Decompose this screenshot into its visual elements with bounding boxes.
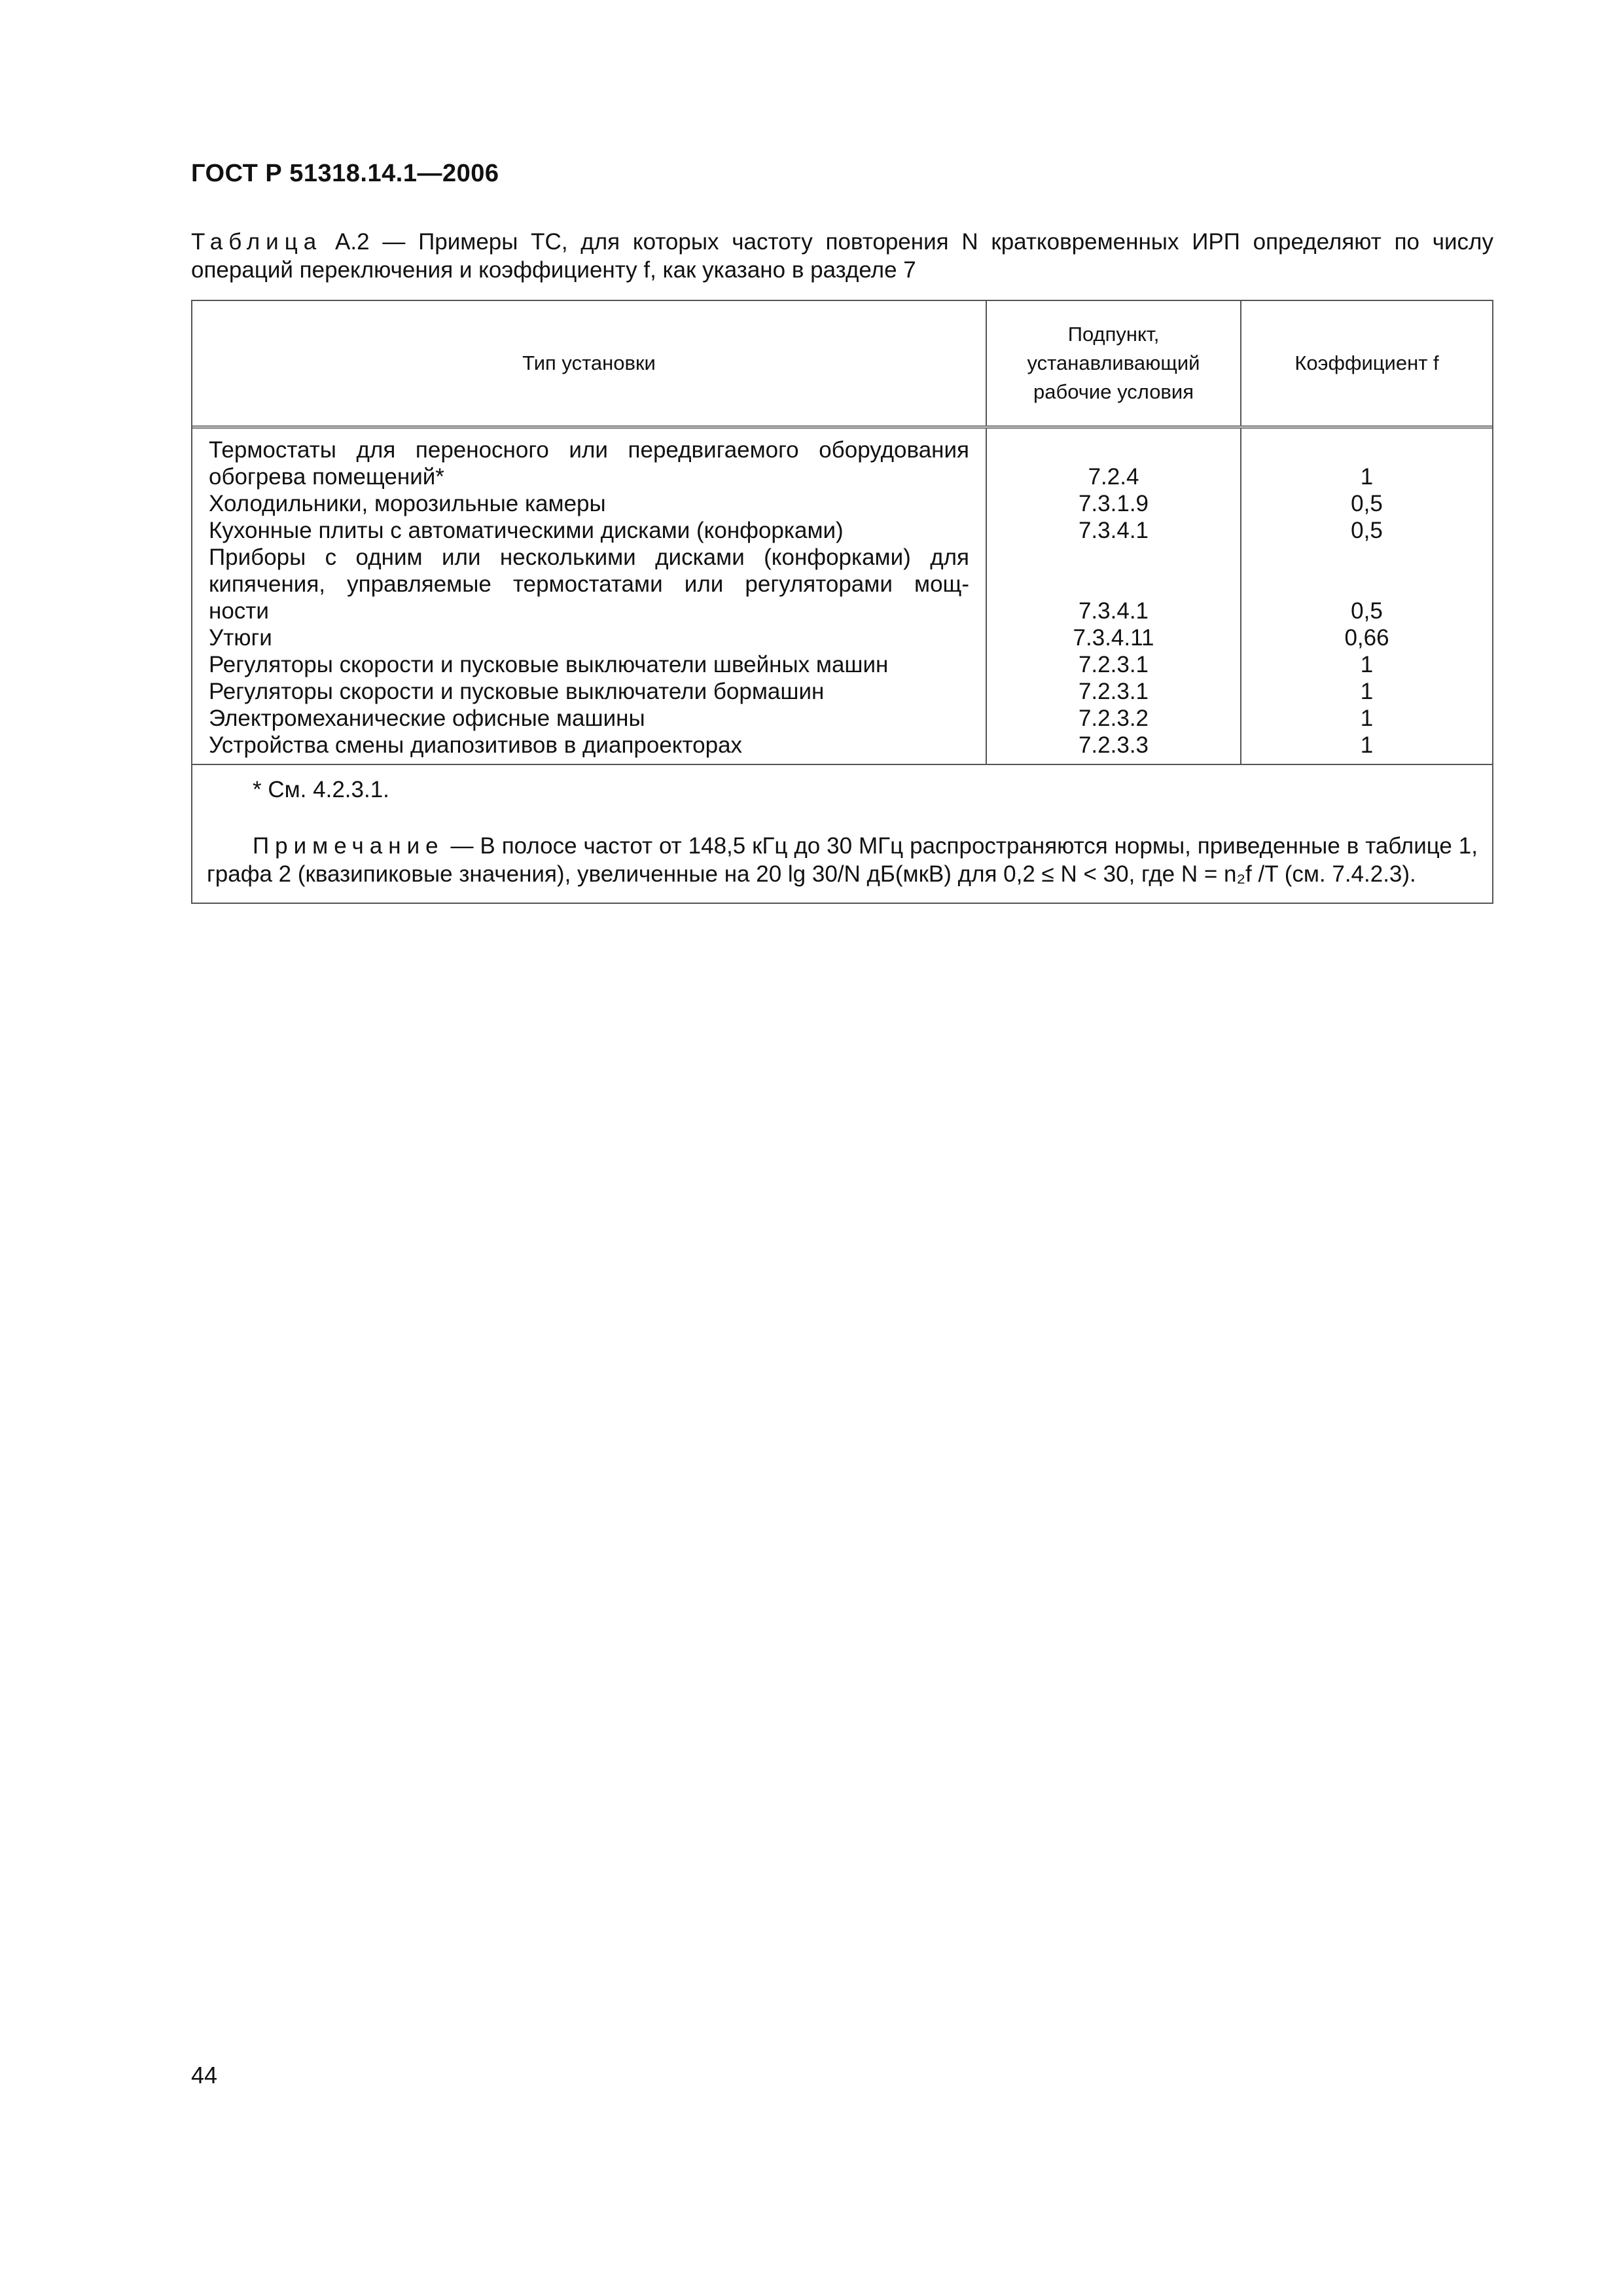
caption-label: Таблица: [191, 229, 323, 255]
header-installation-type: Тип установки: [522, 351, 656, 374]
table-cell-factor: 0,66: [1344, 625, 1389, 651]
note-text: — В полосе частот от 148,5 кГц до 30 МГц распространяются нормы, приведенные в таблице 1, графа 2 (квазипиковые значения), увеличенные на 20 lg 30/N дБ(мкВ) для 0,2 ≤ N < 30, где N = n₂f /T (см. 7.4.2.3).: [207, 833, 1478, 887]
table-cell-installation-type: Холодильники, морозильные камеры: [209, 491, 606, 516]
table-cell-installation-type: Регуляторы скорости и пусковые выключатели швейных машин: [209, 652, 889, 677]
table-cell-subclause: 7.3.4.11: [1073, 625, 1154, 651]
table-cell-factor: 0,5: [1351, 518, 1383, 543]
table-cell-factor: [1241, 437, 1492, 463]
table-cell-factor: 0,5: [1351, 598, 1383, 624]
table-cell-factor: 1: [1360, 706, 1374, 731]
column-factor: [1240, 429, 1492, 764]
table-cell-installation-type: Утюги: [209, 625, 272, 651]
table-cell-installation-type: Приборы с одним или несколькими дисками (конфорками) для: [209, 545, 969, 570]
table-cell-subclause: 7.2.3.1: [1078, 652, 1149, 677]
table-cell-installation-type: Устройства смены диапозитивов в диапроекторах: [209, 732, 743, 758]
header-factor: Коэффициент f: [1240, 301, 1492, 425]
table-cell-factor: 0,5: [1351, 491, 1383, 516]
table-cell-subclause: [987, 437, 1240, 463]
caption-text: — Примеры ТС, для которых частоту повторения N кратковременных ИРП определяют по числу операций переключения и коэффициенту f, как указано в разделе 7: [191, 229, 1493, 283]
table-cell-factor: 1: [1360, 652, 1374, 677]
table-cell-factor: [1241, 571, 1492, 598]
table-cell-subclause: 7.3.4.1: [1078, 518, 1149, 543]
footnote: * См. 4.2.3.1.: [253, 777, 389, 802]
header-subclause: Подпункт, устанавливающий рабочие условия: [986, 301, 1240, 425]
table-notes: [192, 765, 1492, 903]
table-cell-installation-type: ности: [209, 598, 269, 624]
table-body: [192, 429, 1492, 765]
table-cell-factor: 1: [1360, 679, 1374, 704]
table-cell-factor: 1: [1360, 464, 1374, 490]
table-cell-installation-type: кипячения, управляемые термостатами или регуляторами мощ-: [209, 571, 969, 597]
table-cell-subclause: [987, 571, 1240, 598]
caption-number: А.2: [335, 229, 370, 255]
data-table: [191, 300, 1493, 904]
table-cell-installation-type: Кухонные плиты с автоматическими дисками (конфорками): [209, 518, 844, 543]
table-cell-factor: 1: [1360, 732, 1374, 758]
table-cell-factor: [1241, 544, 1492, 571]
table-cell-subclause: 7.3.4.1: [1078, 598, 1149, 624]
document-code: ГОСТ Р 51318.14.1—2006: [191, 160, 499, 187]
table-caption: [191, 228, 1493, 284]
table-cell-subclause: [987, 544, 1240, 571]
table-cell-installation-type: Электромеханические офисные машины: [209, 706, 645, 731]
table-cell-installation-type: Регуляторы скорости и пусковые выключатели бормашин: [209, 679, 825, 704]
table-cell-installation-type: обогрева помещений*: [209, 464, 444, 490]
table-cell-subclause: 7.2.4: [1088, 464, 1139, 490]
table-header-row: [192, 301, 1492, 429]
column-subclause: [986, 429, 1240, 764]
table-cell-subclause: 7.2.3.3: [1078, 732, 1149, 758]
table-cell-subclause: 7.2.3.1: [1078, 679, 1149, 704]
table-cell-subclause: 7.2.3.2: [1078, 706, 1149, 731]
note-label: Примечание: [253, 833, 444, 859]
table-cell-installation-type: Термостаты для переносного или передвигаемого оборудования: [209, 437, 969, 463]
table-cell-subclause: 7.3.1.9: [1078, 491, 1149, 516]
note: [207, 832, 1478, 888]
column-installation-type: [192, 429, 986, 764]
page-number: 44: [191, 2062, 218, 2089]
